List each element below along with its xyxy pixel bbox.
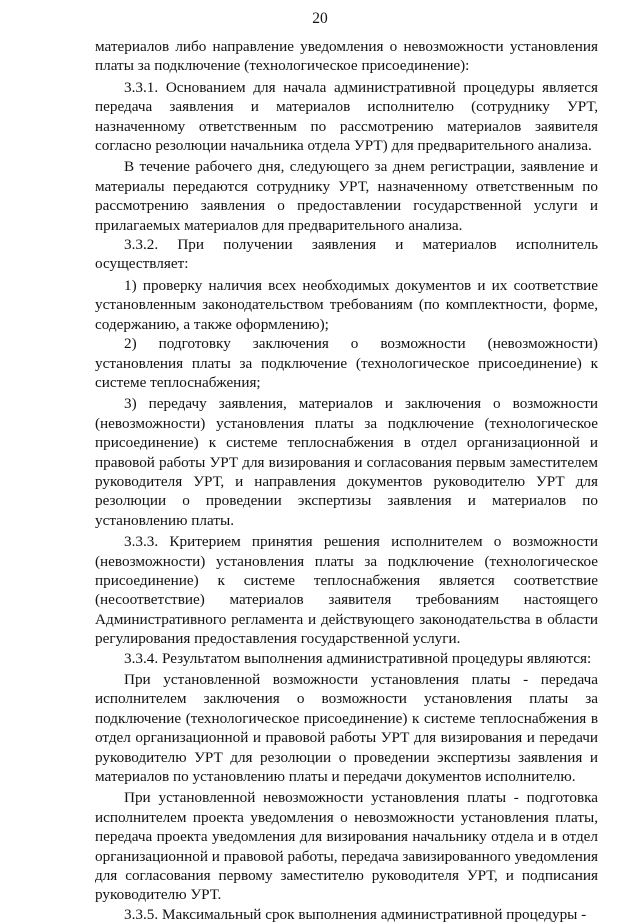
paragraph-3-3-3: 3.3.3. Критерием принятия решения исполнителем о возможности (невозможности) установления платы за подключение (технологическое присоединение) к системе теплоснабжения является соответствие (несоответствие) материалов заявителя требованиям настоящего Административного регламента и действующего законодательства в области регулирования предоставления государственной услуги. [95, 533, 598, 648]
list-item-1: 1) проверку наличия всех необходимых документов и их соответствие установленным законодательством требованиям (по комплектности, форме, содержанию, а также оформлению); [95, 276, 598, 333]
paragraph-possible: При установленной возможности установления платы - передача исполнителем заключения о возможности установления платы за подключение (технологическое присоединение) к системе теплоснабжения в отдел организационной и правовой работы УРТ для визирования и передачи руководителю УРТ для резолюции о проведении экспертизы заявления и материалов по установлению платы и передачи документов исполнителю. [95, 671, 598, 786]
paragraph-continuation: материалов либо направление уведомления о невозможности установления платы за подключение (технологическое присоединение): [95, 38, 598, 75]
paragraph-3-3-1: 3.3.1. Основанием для начала административной процедуры является передача заявления и материалов исполнителю (сотруднику УРТ, назначенному ответственным по рассмотрению материалов заявителя согласно резолюции начальника отдела УРТ) для предварительного анализа. [95, 78, 598, 155]
paragraph-3-3-5: 3.3.5. Максимальный срок выполнения административной процедуры - [124, 905, 587, 923]
list-item-2: 2) подготовку заключения о возможности (невозможности) установления платы за подключение (технологическое присоединение) к системе теплоснабжения; [95, 335, 598, 391]
page-number: 20 [312, 10, 328, 27]
paragraph-working-day: В течение рабочего дня, следующего за днем регистрации, заявление и материалы передаются сотруднику УРТ, назначенному ответственным по рассмотрению заявления о предоставлении государственной услуги и прилагаемых материалов для предварительного анализа. [95, 158, 598, 234]
paragraph-3-3-4: 3.3.4. Результатом выполнения административной процедуры являются: [124, 649, 592, 667]
list-item-3: 3) передачу заявления, материалов и заключения о возможности (невозможности) установления платы за подключение (технологическое присоединение) к системе теплоснабжения в отдел организационной и правовой работы УРТ для визирования и согласования первым заместителем руководителя УРТ, и направления документов руководителю УРТ для резолюции о проведении экспертизы заявления и материалов по установлению платы. [95, 395, 598, 529]
paragraph-impossible: При установленной невозможности установления платы - подготовка исполнителем проекта уведомления о невозможности установления платы, передача проекта уведомления для визирования начальнику отдела и в отдел организационной и правовой работы, передача завизированного уведомления для согласования первому заместителю руководителя УРТ, и подписания руководителю УРТ. [95, 789, 598, 904]
body-text [95, 37, 598, 924]
paragraph-3-3-2: 3.3.2. При получении заявления и материалов исполнитель осуществляет: [95, 236, 598, 273]
